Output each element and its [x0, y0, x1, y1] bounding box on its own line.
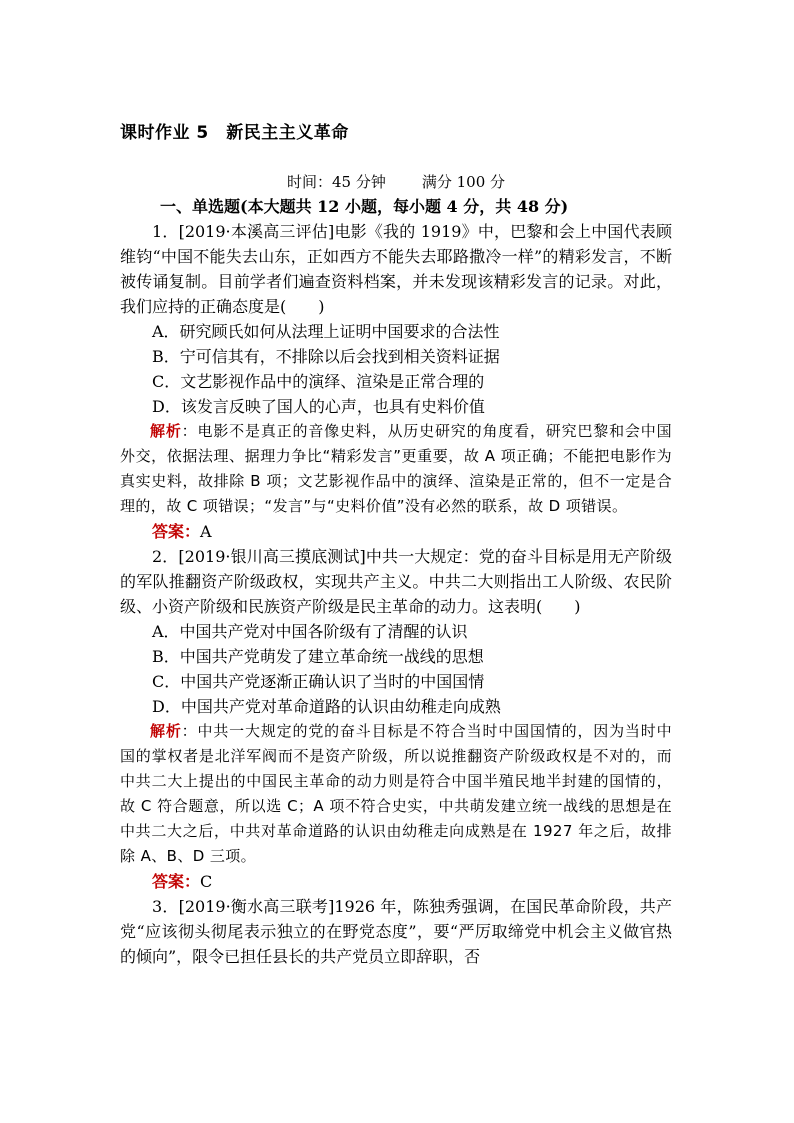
analysis-text: ：中共一大规定的党的奋斗目标是不符合当时中国国情的，因为当时中国的掌权者是北洋军阀而不是资产阶级，所以说推翻资产阶级政权是不对的，而中共二大上提出的中国民主革命的动力则是符合中国半殖民地半封建的国情的，故 C 符合题意，所以选 C；A 项不符合史实，中共萌发建立统一战线的思想是在中共二大之后，中共对革命道路的认识由幼稚走向成熟是在 1927 年之后，故排除 A、B、D 三项。 — [120, 722, 672, 865]
question-stem: 1．[2019·本溪高三评估]电影《我的 1919》中，巴黎和会上中国代表顾维钧“中国不能失去山东，正如西方不能失去耶路撒冷一样”的精彩发言，不断被传诵复制。目前学者们遍查资料档案，并未发现该精彩发言的记录。对此，我们应持的正确态度是( ) — [120, 222, 672, 316]
section-heading: 一、单选题(本大题共 12 小题，每小题 4 分，共 48 分) — [160, 197, 569, 216]
answer — [120, 519, 672, 544]
page-title: 课时作业 5 新民主主义革命 — [120, 123, 349, 143]
option-c: C．中国共产党逐渐正确认识了当时的中国国情 — [152, 672, 485, 691]
option-c: C．文艺影视作品中的演绎、渲染是正常合理的 — [152, 372, 485, 391]
answer — [120, 869, 672, 894]
option-b: B．中国共产党萌发了建立革命统一战线的思想 — [152, 647, 484, 666]
option-d: D．该发言反映了国人的心声，也具有史料价值 — [152, 397, 485, 416]
analysis-text: ：电影不是真正的音像史料，从历史研究的角度看，研究巴黎和会中国外交，依据法理、据理力争比“精彩发言”更重要，故 A 项正确；不能把电影作为真实史料，故排除 B 项；文艺影视作品中的演绎、渲染是正常的，但不一定是合理的，故 C 项错误；“发言”与“史料价值”没有必然的联系，故 D 项错误。 — [120, 422, 672, 515]
answer-value: A — [200, 522, 212, 541]
analysis — [120, 719, 672, 869]
option-b: B．宁可信其有，不排除以后会找到相关资料证据 — [152, 347, 500, 366]
time-limit: 时间：45 分钟 — [286, 173, 386, 191]
full-score: 满分 100 分 — [421, 173, 506, 191]
option-d: D．中国共产党对革命道路的认识由幼稚走向成熟 — [152, 697, 501, 716]
exam-meta — [120, 171, 672, 192]
question-2 — [120, 544, 672, 894]
analysis-label: 解析 — [150, 722, 182, 740]
analysis — [120, 419, 672, 519]
document-page — [120, 118, 672, 969]
answer-value: C — [200, 872, 213, 891]
answer-label: 答案： — [152, 872, 201, 891]
question-3 — [120, 894, 672, 969]
question-1 — [120, 219, 672, 544]
option-a: A．研究顾氏如何从法理上证明中国要求的合法性 — [152, 322, 500, 341]
question-stem: 3．[2019·衡水高三联考]1926 年，陈独秀强调，在国民革命阶段，共产党“应该彻头彻尾表示独立的在野党态度”，要“严厉取缔党中机会主义做官热的倾向”，限令已担任县长的共产党员立即辞职，否 — [120, 897, 672, 966]
answer-label: 答案： — [152, 522, 201, 541]
question-stem: 2．[2019·银川高三摸底测试]中共一大规定：党的奋斗目标是用无产阶级的军队推翻资产阶级政权，实现共产主义。中共二大则指出工人阶级、农民阶级、小资产阶级和民族资产阶级是民主革命的动力。这表明( ) — [120, 547, 672, 616]
option-a: A．中国共产党对中国各阶级有了清醒的认识 — [152, 622, 468, 641]
analysis-label: 解析 — [150, 422, 182, 440]
